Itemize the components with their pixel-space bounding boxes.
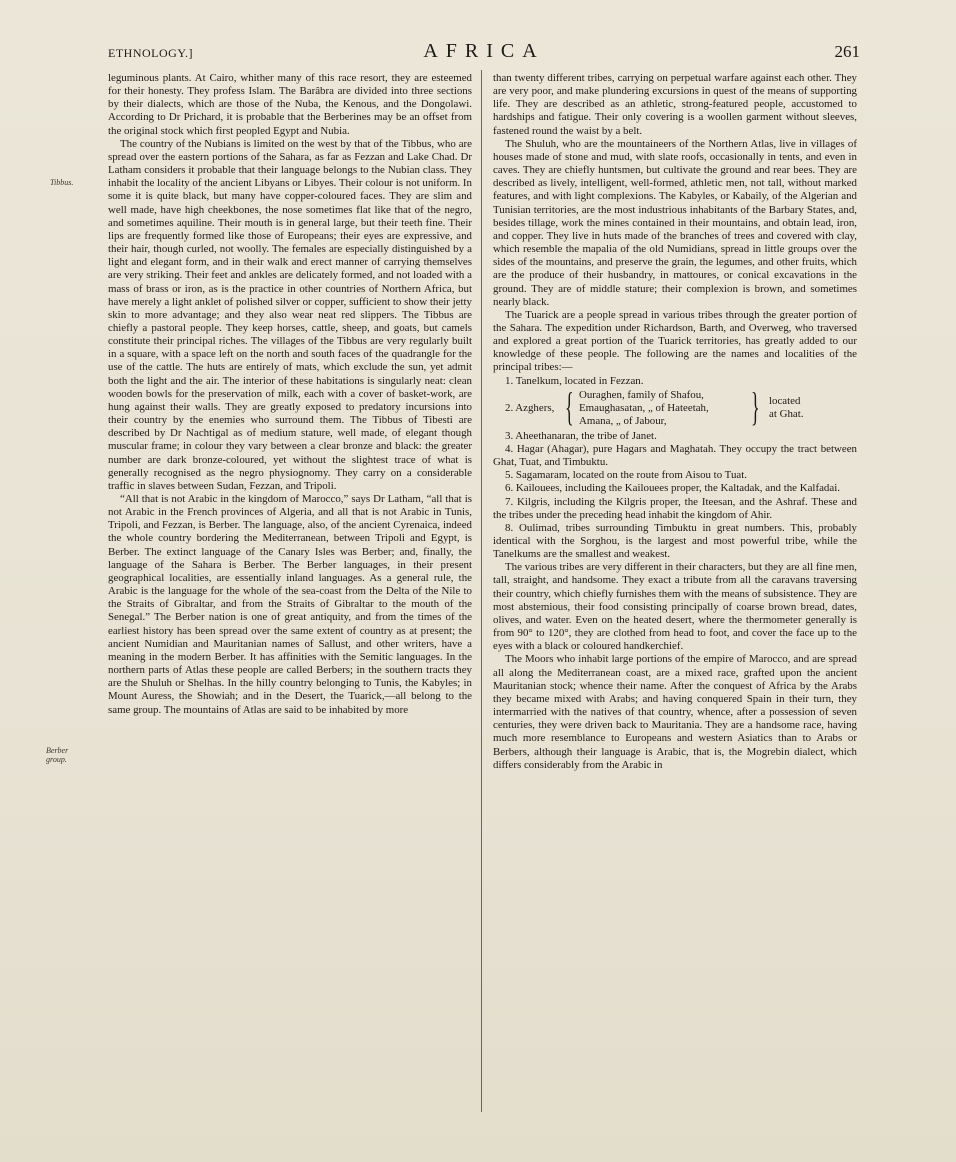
paragraph-moors: The Moors who inhabit large portions of the empire of Marocco, and are spread all along the Mediterranean coast, are a mixed race, grafted upon the ancient Mauritanian stock; whence their name. After the conquest of Africa by the Arabs they became mixed with Arabs; and having conquered Spain in their turn, they intermarried with the natives of that country, whence, after a possession of seven centuries, they were driven back to Mauritania. They are a handsome race, having much more resemblance to Europeans and western Asiatics than to Arabs or Berbers, although their language is Arabic, that is, the Mogrebin dialect, which differs considerably from the Arabic in: [493, 653, 857, 771]
section-heading: ETHNOLOGY.]: [108, 46, 193, 60]
list-item-azghers: [493, 383, 857, 429]
right-column: [493, 72, 857, 772]
paragraph: than twenty different tribes, carrying on perpetual warfare against each other. They are very poor, and make plundering excursions in quest of the means of supporting life. They are described as an athletic, strong-featured people, accustomed to hardships and fatigue. Their only covering is a woollen garment without sleeves, fastened round the waist by a belt.: [493, 72, 857, 137]
paragraph-shuluh: The Shuluh, who are the mountaineers of the Northern Atlas, live in villages of houses made of stone and mud, with slate roofs, occasionally in tents, and even in caves. They are chiefly huntsmen, but cultivate the ground and rear bees. They are described as lively, intelligent, well-formed, athletic men, not tall, without marked features, and with light complexions. The Kabyles, or Kabaily, of the Algerian and Tunisian territories, are the most industrious inhabitants of the Barbary States, and, besides tillage, work the mines contained in their mountains, and obtain lead, iron, and copper. They live in huts made of the branches of trees and covered with clay, which resemble the mapalia of the old Numidians, spread in little groups over the sides of the mountains, and preserve the grain, the legumes, and other fruits, which are the produce of their husbandry, in mattoures, or conical excavations in the ground. They are of middle stature; their complexion is brown, and sometimes nearly black.: [493, 137, 857, 308]
location-word: at Ghat.: [769, 407, 804, 420]
page-title: AFRICA: [423, 40, 545, 62]
list-item: 5. Sagamaram, located on the route from Aisou to Tuat.: [505, 469, 747, 482]
left-column: [108, 72, 472, 717]
list-item-label: 2. Azghers,: [505, 401, 555, 414]
running-head: [108, 40, 860, 64]
page-number: 261: [834, 42, 860, 61]
paragraph: leguminous plants. At Cairo, whither many of this race resort, they are esteemed for their honesty. They profess Islam. The Barâbra are divided into three sections by their dialects, which are those of the Nuba, the Kenous, and the Dongolawi. According to Dr Prichard, it is probable that the Berberines may be an offset from the original stock which first peopled Egypt and Nubia.: [108, 72, 472, 137]
list-item: 3. Aheethanaran, the tribe of Janet.: [505, 429, 657, 442]
list-item: 8. Oulimad, tribes surrounding Timbuktu in great numbers. This, probably identical with the Sorghou, is the largest and most powerful tribe, while the Tanelkums are the smallest and weakest.: [493, 521, 857, 561]
sub-tribe: Emaughasatan, „ of Hateetah,: [579, 401, 709, 414]
paragraph-tuarick: The Tuarick are a people spread in various tribes through the greater portion of the Sahara. The expedition under Richardson, Barth, and Overweg, who traversed and explored a great portion of the Tuarick territories, has greatly added to our knowledge of these people. The following are the names and localities of the principal tribes:—: [493, 308, 857, 374]
paragraph-tribes: The various tribes are very different in their characters, but they are all fine men, tall, straight, and handsome. They exact a tribute from all the caravans traversing their country, which chiefly furnishes them with the means of subsistence. They are most abstemious, their food consisting principally of coarse brown bread, dates, olives, and water. Even on the heated desert, where the thermometer generally is from 90° to 120°, they are clothed from head to foot, and cover the face up to the eyes with a black or coloured handkerchief.: [493, 561, 857, 653]
list-item: 1. Tanelkum, located in Fezzan.: [505, 374, 644, 387]
list-item: 6. Kailouees, including the Kailouees proper, the Kaltadak, and the Kalfadai.: [505, 482, 840, 495]
paragraph-berber: “All that is not Arabic in the kingdom of Marocco,” says Dr Latham, “all that is not Arabic in the French provinces of Algeria, and all that is not Arabic in Tunis, Tripoli, and Fezzan, is Berber. The language, also, of the ancient Cyrenaica, indeed the whole country bordering the Mediterranean, between Tripoli and Egypt, is Berber. The extinct language of the Canary Isles was Berber; and, finally, the language of the Sahara is Berber. The Berber languages, in their present geographical localities, are essentially inland languages. As a general rule, the Arabic is the language for the whole of the sea-coast from the Delta of the Nile to the Straits of Gibraltar, and from the Straits of Gibraltar to the mouth of the Senegal.” The Berber nation is one of great antiquity, and from the times of the earliest history has been spread over the same extent of country as at present; the ancient Numidian and Mauritanian names of Sallust, and other writers, have a meaning in the modern Berber. It has affinities with the Semitic languages. In the northern parts of Atlas these people are called Berbers; in the southern tracts they are the Shuluh or Shelhas. In the hilly country belonging to Tunis, the Kabyles; in Mount Auress, the Showiah; and in the Desert, the Tuarick,—all belong to the same group. The mountains of Atlas are said to be inhabited by more: [108, 493, 472, 716]
location-note: [769, 395, 803, 421]
column-divider: [481, 70, 482, 1112]
list-item: 7. Kilgris, including the Kilgris proper, the Iteesan, and the Ashraf. These and the tribes under the preceding head inhabit the kingdom of Ahir.: [493, 495, 857, 521]
location-word: located: [769, 394, 801, 407]
sub-tribe: Ouraghen, family of Shafou,: [579, 388, 704, 401]
left-brace: {: [565, 383, 574, 429]
sub-tribe: Amana, „ of Jabour,: [579, 415, 667, 428]
sub-tribes: [579, 389, 709, 429]
list-item: 4. Hagar (Ahagar), pure Hagars and Maghatah. They occupy the tract between Ghat, Tuat, and Timbuktu.: [493, 442, 857, 469]
paragraph-tibbus: The country of the Nubians is limited on the west by that of the Tibbus, who are spread over the eastern portions of the Sahara, as far as Fezzan and Lake Chad. Dr Latham considers it probable that their language belongs to the Nubian class. They inhabit the locality of the ancient Libyans or Libyes. Their colour is not uniform. In some it is quite black, but many have copper-coloured faces. They are slim and well made, have high cheekbones, the nose sometimes flat like that of the negro, and sometimes aquiline. Their mouth is in general large, but their teeth fine. Their lips are frequently formed like those of Europeans; their eyes are expressive, and their hair, though curled, not woolly. The females are especially distinguished by a light and elegant form, and in their walk and erect manner of carrying themselves are very striking. Their feet and ankles are delicately formed, and not loaded with a mass of brass or iron, as is the practice in other countries of Northern Africa, but have merely a light anklet of polished silver or copper, sufficient to show their jetty skin to more advantage; and they also wear neat red slippers. The Tibbus are chiefly a pastoral people. They keep horses, cattle, sheep, and goats, but camels constitute their principal riches. The villages of the Tibbus are very regularly built in a square, with a space left on the north and south faces of the quadrangle for the use of the cattle. The huts are entirely of mats, which exclude the sun, yet admit both the light and the air. The interior of these habitations is singularly neat: clean wooden bowls for the preservation of milk, each with a cover of basket-work, are hung against their walls. They are greatly exposed to predatory incursions into their country by the enemies who surround them. The Tibbus of Tibesti are described by Dr Nachtigal as of medium stature, well made, of elegant though muscular frame; in colour they vary between a clear bronze and black: the greater number are dark bronze-coloured, yet without the slightest trace of what is generally recognised as the negro physiognomy. They carry on a considerable traffic in slaves between Sudan, Fezzan, and Tripoli.: [108, 137, 472, 492]
margin-note-berber-group: Berber group.: [46, 746, 69, 764]
margin-note-tibbus: Tibbus.: [50, 178, 74, 187]
right-brace: }: [751, 383, 760, 429]
